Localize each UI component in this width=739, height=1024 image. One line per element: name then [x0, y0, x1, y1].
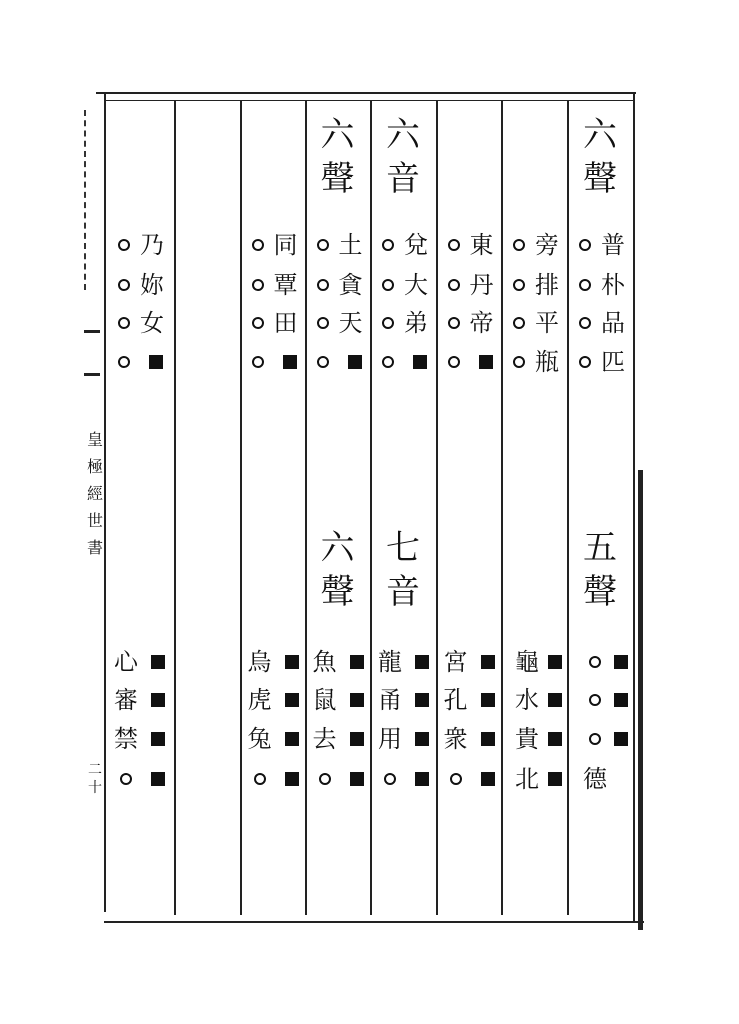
- square-mark: [540, 764, 570, 794]
- rime-char: 孔: [443, 686, 468, 714]
- rime-char: 天: [338, 309, 363, 337]
- rime-char: 貴: [515, 725, 539, 753]
- circle-mark: [373, 270, 403, 300]
- circle-mark: [373, 308, 403, 338]
- column-heading-char: 音: [386, 159, 420, 199]
- rime-char: 普: [601, 231, 625, 259]
- column-heading-char: 聲: [320, 159, 355, 199]
- rime-char: 同: [273, 231, 298, 259]
- circle-mark: [373, 230, 403, 260]
- rime-char: 水: [515, 686, 539, 714]
- right-border: [633, 92, 635, 922]
- rime-char: 覃: [273, 271, 298, 299]
- square-mark: [143, 764, 173, 794]
- circle-mark: [439, 308, 469, 338]
- square-mark: [143, 647, 173, 677]
- rime-char: 用: [378, 725, 402, 753]
- square-mark: [473, 724, 503, 754]
- rime-char: 貪: [338, 271, 363, 299]
- bottom-border: [104, 921, 644, 923]
- circle-mark: [243, 230, 273, 260]
- square-mark: [340, 347, 370, 377]
- top-border: [96, 92, 636, 94]
- rime-char: 宮: [443, 648, 468, 676]
- circle-mark: [308, 308, 338, 338]
- square-mark: [143, 724, 173, 754]
- column-heading-char: 六: [583, 115, 617, 155]
- circle-mark: [570, 270, 600, 300]
- column-heading-char: 聲: [320, 572, 355, 612]
- rime-char: 心: [114, 648, 138, 676]
- rime-char: 北: [515, 765, 539, 793]
- rime-char: 朴: [601, 271, 625, 299]
- square-mark: [407, 647, 437, 677]
- square-mark: [471, 347, 501, 377]
- rime-char: 兔: [247, 725, 272, 753]
- rime-char: 甬: [378, 686, 402, 714]
- margin-title-char: 世: [86, 511, 103, 530]
- rime-char: 妳: [140, 271, 164, 299]
- rime-char: 審: [114, 686, 138, 714]
- circle-mark: [243, 270, 273, 300]
- rime-char: 田: [273, 309, 298, 337]
- circle-mark: [109, 308, 139, 338]
- square-mark: [342, 764, 372, 794]
- margin-title-char: 經: [86, 484, 103, 503]
- page-number-char: 十: [88, 780, 102, 796]
- circle-mark: [504, 347, 534, 377]
- rime-char: 女: [140, 309, 164, 337]
- circle-mark: [308, 270, 338, 300]
- column-heading-char: 七: [386, 528, 420, 568]
- circle-mark: [375, 764, 405, 794]
- circle-mark: [439, 230, 469, 260]
- rime-char: 平: [535, 309, 559, 337]
- rime-char: 龍: [378, 648, 402, 676]
- square-mark: [342, 724, 372, 754]
- rime-char: 鼠: [312, 686, 337, 714]
- circle-mark: [373, 347, 403, 377]
- square-mark: [405, 347, 435, 377]
- circle-mark: [439, 347, 469, 377]
- square-mark: [407, 685, 437, 715]
- column-heading-char: 六: [320, 115, 355, 155]
- rime-char: 大: [404, 271, 428, 299]
- square-mark: [473, 647, 503, 677]
- margin-title-char: 皇: [86, 430, 103, 449]
- circle-mark: [570, 230, 600, 260]
- rime-char: 匹: [601, 348, 625, 376]
- circle-mark: [308, 230, 338, 260]
- circle-mark: [109, 230, 139, 260]
- rime-char: 德: [583, 765, 607, 793]
- circle-mark: [111, 764, 141, 794]
- square-mark: [473, 685, 503, 715]
- margin-marks: [84, 110, 102, 290]
- rime-char: 弟: [404, 309, 428, 337]
- rime-char: 去: [312, 725, 337, 753]
- column-divider: [174, 100, 176, 915]
- rime-char: 東: [469, 231, 494, 259]
- square-mark: [407, 764, 437, 794]
- column-heading-char: 六: [320, 528, 355, 568]
- rime-char: 丹: [469, 271, 494, 299]
- square-mark: [342, 685, 372, 715]
- circle-mark: [570, 347, 600, 377]
- square-mark: [342, 647, 372, 677]
- square-mark: [277, 647, 307, 677]
- circle-mark: [504, 270, 534, 300]
- square-mark: [606, 724, 636, 754]
- square-mark: [606, 647, 636, 677]
- margin-fishtail: [84, 330, 100, 376]
- rime-char: 旁: [535, 231, 559, 259]
- circle-mark: [439, 270, 469, 300]
- column-heading-char: 六: [386, 115, 420, 155]
- rime-char: 瓶: [535, 348, 559, 376]
- square-mark: [540, 724, 570, 754]
- right-border-thick: [638, 470, 643, 930]
- margin-title-char: 書: [86, 538, 103, 557]
- square-mark: [143, 685, 173, 715]
- square-mark: [407, 724, 437, 754]
- circle-mark: [504, 230, 534, 260]
- column-heading-char: 音: [386, 572, 420, 612]
- circle-mark: [243, 308, 273, 338]
- square-mark: [275, 347, 305, 377]
- circle-mark: [243, 347, 273, 377]
- margin-title-char: 極: [86, 457, 103, 476]
- square-mark: [540, 685, 570, 715]
- rime-char: 衆: [443, 725, 468, 753]
- circle-mark: [308, 347, 338, 377]
- rime-char: 帝: [469, 309, 494, 337]
- rime-char: 乃: [140, 231, 164, 259]
- square-mark: [606, 685, 636, 715]
- circle-mark: [109, 347, 139, 377]
- rime-char: 兌: [404, 231, 428, 259]
- rime-char: 土: [338, 231, 363, 259]
- column-divider: [240, 100, 242, 915]
- rime-char: 虎: [247, 686, 272, 714]
- circle-mark: [504, 308, 534, 338]
- circle-mark: [310, 764, 340, 794]
- circle-mark: [245, 764, 275, 794]
- square-mark: [277, 764, 307, 794]
- square-mark: [277, 685, 307, 715]
- square-mark: [473, 764, 503, 794]
- column-heading-char: 聲: [583, 159, 617, 199]
- rime-char: 烏: [247, 648, 272, 676]
- rime-char: 魚: [312, 648, 337, 676]
- column-heading-char: 聲: [583, 572, 617, 612]
- left-border: [104, 92, 106, 912]
- column-heading-char: 五: [583, 528, 617, 568]
- circle-mark: [109, 270, 139, 300]
- rime-char: 禁: [114, 725, 138, 753]
- square-mark: [540, 647, 570, 677]
- rime-char: 龜: [515, 648, 539, 676]
- rime-char: 排: [535, 271, 559, 299]
- circle-mark: [570, 308, 600, 338]
- square-mark: [141, 347, 171, 377]
- square-mark: [277, 724, 307, 754]
- rime-char: 品: [601, 309, 625, 337]
- top-border-inner: [104, 100, 634, 101]
- circle-mark: [441, 764, 471, 794]
- page-number-char: 二: [88, 762, 102, 778]
